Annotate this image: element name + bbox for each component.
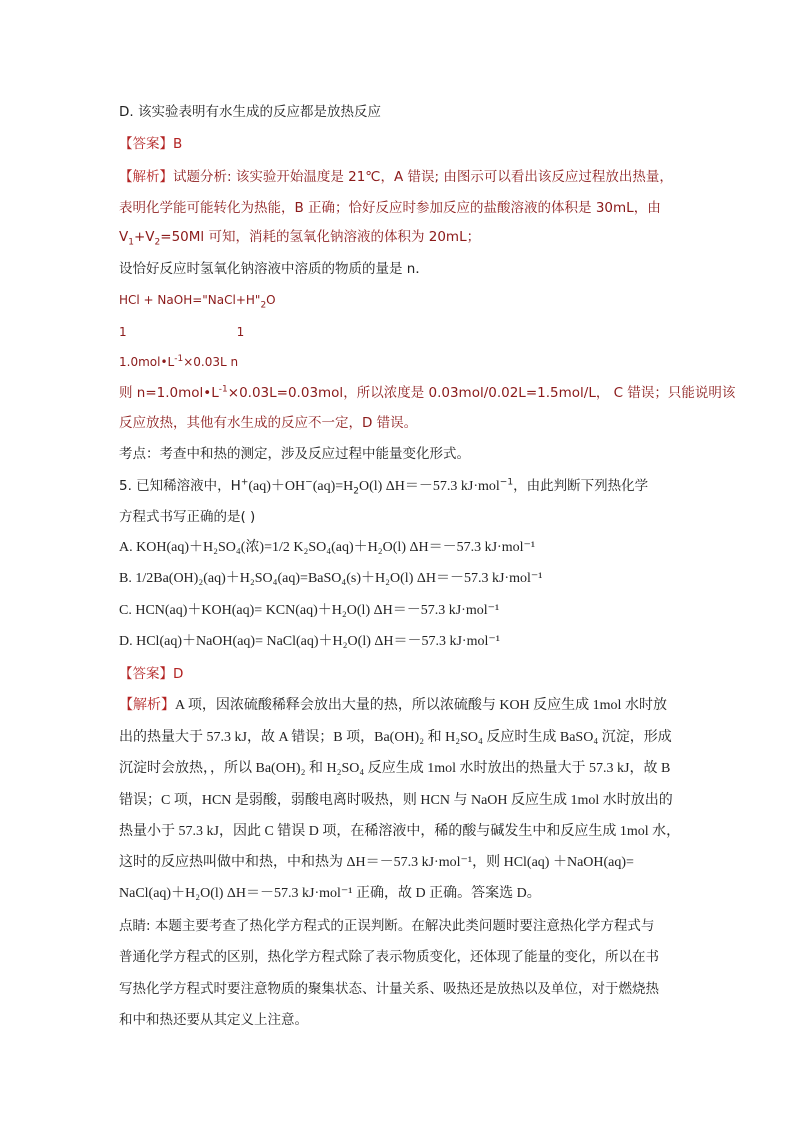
q4-concentration: $1.0mol•L^{-1}\times 0.03L$ n <box>119 354 239 369</box>
q5-option-d: D. HCl(aq)＋NaOH(aq)= NaCl(aq)＋H₂O(l) ΔH＝－57.3 kJ·mol⁻¹ <box>119 634 500 649</box>
q5-comment-line-1: 点睛: 本题主要考查了热化学方程式的正误判断。在解决此类问题时要注意热化学方程式与 <box>119 918 655 934</box>
q5-analysis-line-7: NaCl(aq)＋H₂O(l) ΔH＝－57.3 kJ·mol⁻¹ 正确，故 D 正确。答案选 D。 <box>119 886 541 901</box>
q4-analysis-line-2: 表明化学能可能转化为热能，B 正确；恰好反应时参加反应的盐酸溶液的体积是 30mL，由 <box>119 200 661 216</box>
q5-comment-line-4: 和中和热还要从其定义上注意。 <box>119 1012 308 1028</box>
q5-option-b: B. 1/2Ba(OH)₂(aq)＋H₂SO₄(aq)=BaSO₄(s)＋H₂O(l) ΔH＝－57.3 kJ·mol⁻¹ <box>119 571 543 586</box>
answer-tag: 【答案】 <box>119 666 173 682</box>
q4-option-d: D. 该实验表明有水生成的反应都是放热反应 <box>119 104 381 120</box>
q4-analysis-line-9: 反应放热，其他有水生成的反应不一定，D 错误。 <box>119 415 418 431</box>
q5-comment-line-3: 写热化学方程式时要注意物质的聚集状态、计量关系、吸热还是放热以及单位，对于燃烧热 <box>119 981 659 997</box>
q5-stem-line-1: 5. 已知稀溶液中，$H^+(aq)+OH^-(aq)=H_2O(l)$ ΔH＝－57.3 kJ·mol$^{-1}$，由此判断下列热化学 <box>119 477 649 497</box>
answer-tag: 【答案】 <box>119 136 173 152</box>
analysis-tag: 【解析】 <box>119 698 175 713</box>
q4-analysis-line-3: $V_1+V_2=50Ml$ 可知，消耗的氢氧化钠溶液的体积为 20mL； <box>119 229 481 248</box>
q4-analysis-line-8: 则 $n=1.0mol•L^{-1}\times 0.03L=0.03mol$，所以浓度是 0.03mol/0.02L=1.5mol/L， C 错误；只能说明该 <box>119 384 736 401</box>
q5-analysis-line-5: 热量小于 57.3 kJ，因此 C 错误 D 项，在稀溶液中，稀的酸与碱发生中和反应生成 1mol 水， <box>119 824 681 839</box>
q4-answer <box>119 134 182 154</box>
q5-analysis-line-3: 沉淀时会放热，，所以 Ba(OH)₂ 和 H₂SO₄ 反应生成 1mol 水时放出的热量大于 57.3 kJ，故 B <box>119 761 671 776</box>
q4-kaodian: 考点：考查中和热的测定，涉及反应过程中能量变化形式。 <box>119 446 470 462</box>
q5-analysis-line-1: 【解析】A 项，因浓硫酸稀释会放出大量的热，所以浓硫酸与 KOH 反应生成 1mol 水时放 <box>119 698 667 713</box>
q4-analysis-line-1: 【解析】试题分析: 该实验开始温度是 21℃，A 错误; 由图示可以看出该反应过程放出热量， <box>119 169 673 185</box>
q5-comment-line-2: 普通化学方程式的区别，热化学方程式除了表示物质变化，还体现了能量的变化，所以在书 <box>119 949 659 965</box>
q5-answer <box>119 664 183 684</box>
q5-analysis-line-6: 这时的反应热叫做中和热，中和热为 ΔH＝－57.3 kJ·mol⁻¹，则 HCl(aq) ＋NaOH(aq)= <box>119 855 634 870</box>
q5-option-c: C. HCN(aq)＋KOH(aq)= KCN(aq)＋H₂O(l) ΔH＝－57.3 kJ·mol⁻¹ <box>119 603 500 618</box>
q5-analysis-line-2: 出的热量大于 57.3 kJ，故 A 错误；B 项，Ba(OH)₂ 和 H₂SO₄ 反应时生成 BaSO₄ 沉淀，形成 <box>119 730 672 745</box>
q5-analysis-line-4: 错误；C 项，HCN 是弱酸，弱酸电离时吸热，则 HCN 与 NaOH 反应生成 1mol 水时放出的 <box>119 793 673 808</box>
q4-analysis-line-4: 设恰好反应时氢氧化钠溶液中溶质的物质的量是 n． <box>119 261 429 277</box>
q5-stem-line-2: 方程式书写正确的是( ) <box>119 509 256 525</box>
q4-equation: HCl + $NaOH="NaCl+H"_2O$ <box>119 293 276 311</box>
analysis-tag: 【解析】 <box>119 169 173 185</box>
q4-ratio: 1 1 <box>119 325 245 339</box>
q5-option-a: A. KOH(aq)＋H₂SO₄(浓)=1/2 K₂SO₄(aq)＋H₂O(l) ΔH＝－57.3 kJ·mol⁻¹ <box>119 540 536 555</box>
answer-value: B <box>173 136 183 152</box>
answer-value: D <box>173 666 184 682</box>
